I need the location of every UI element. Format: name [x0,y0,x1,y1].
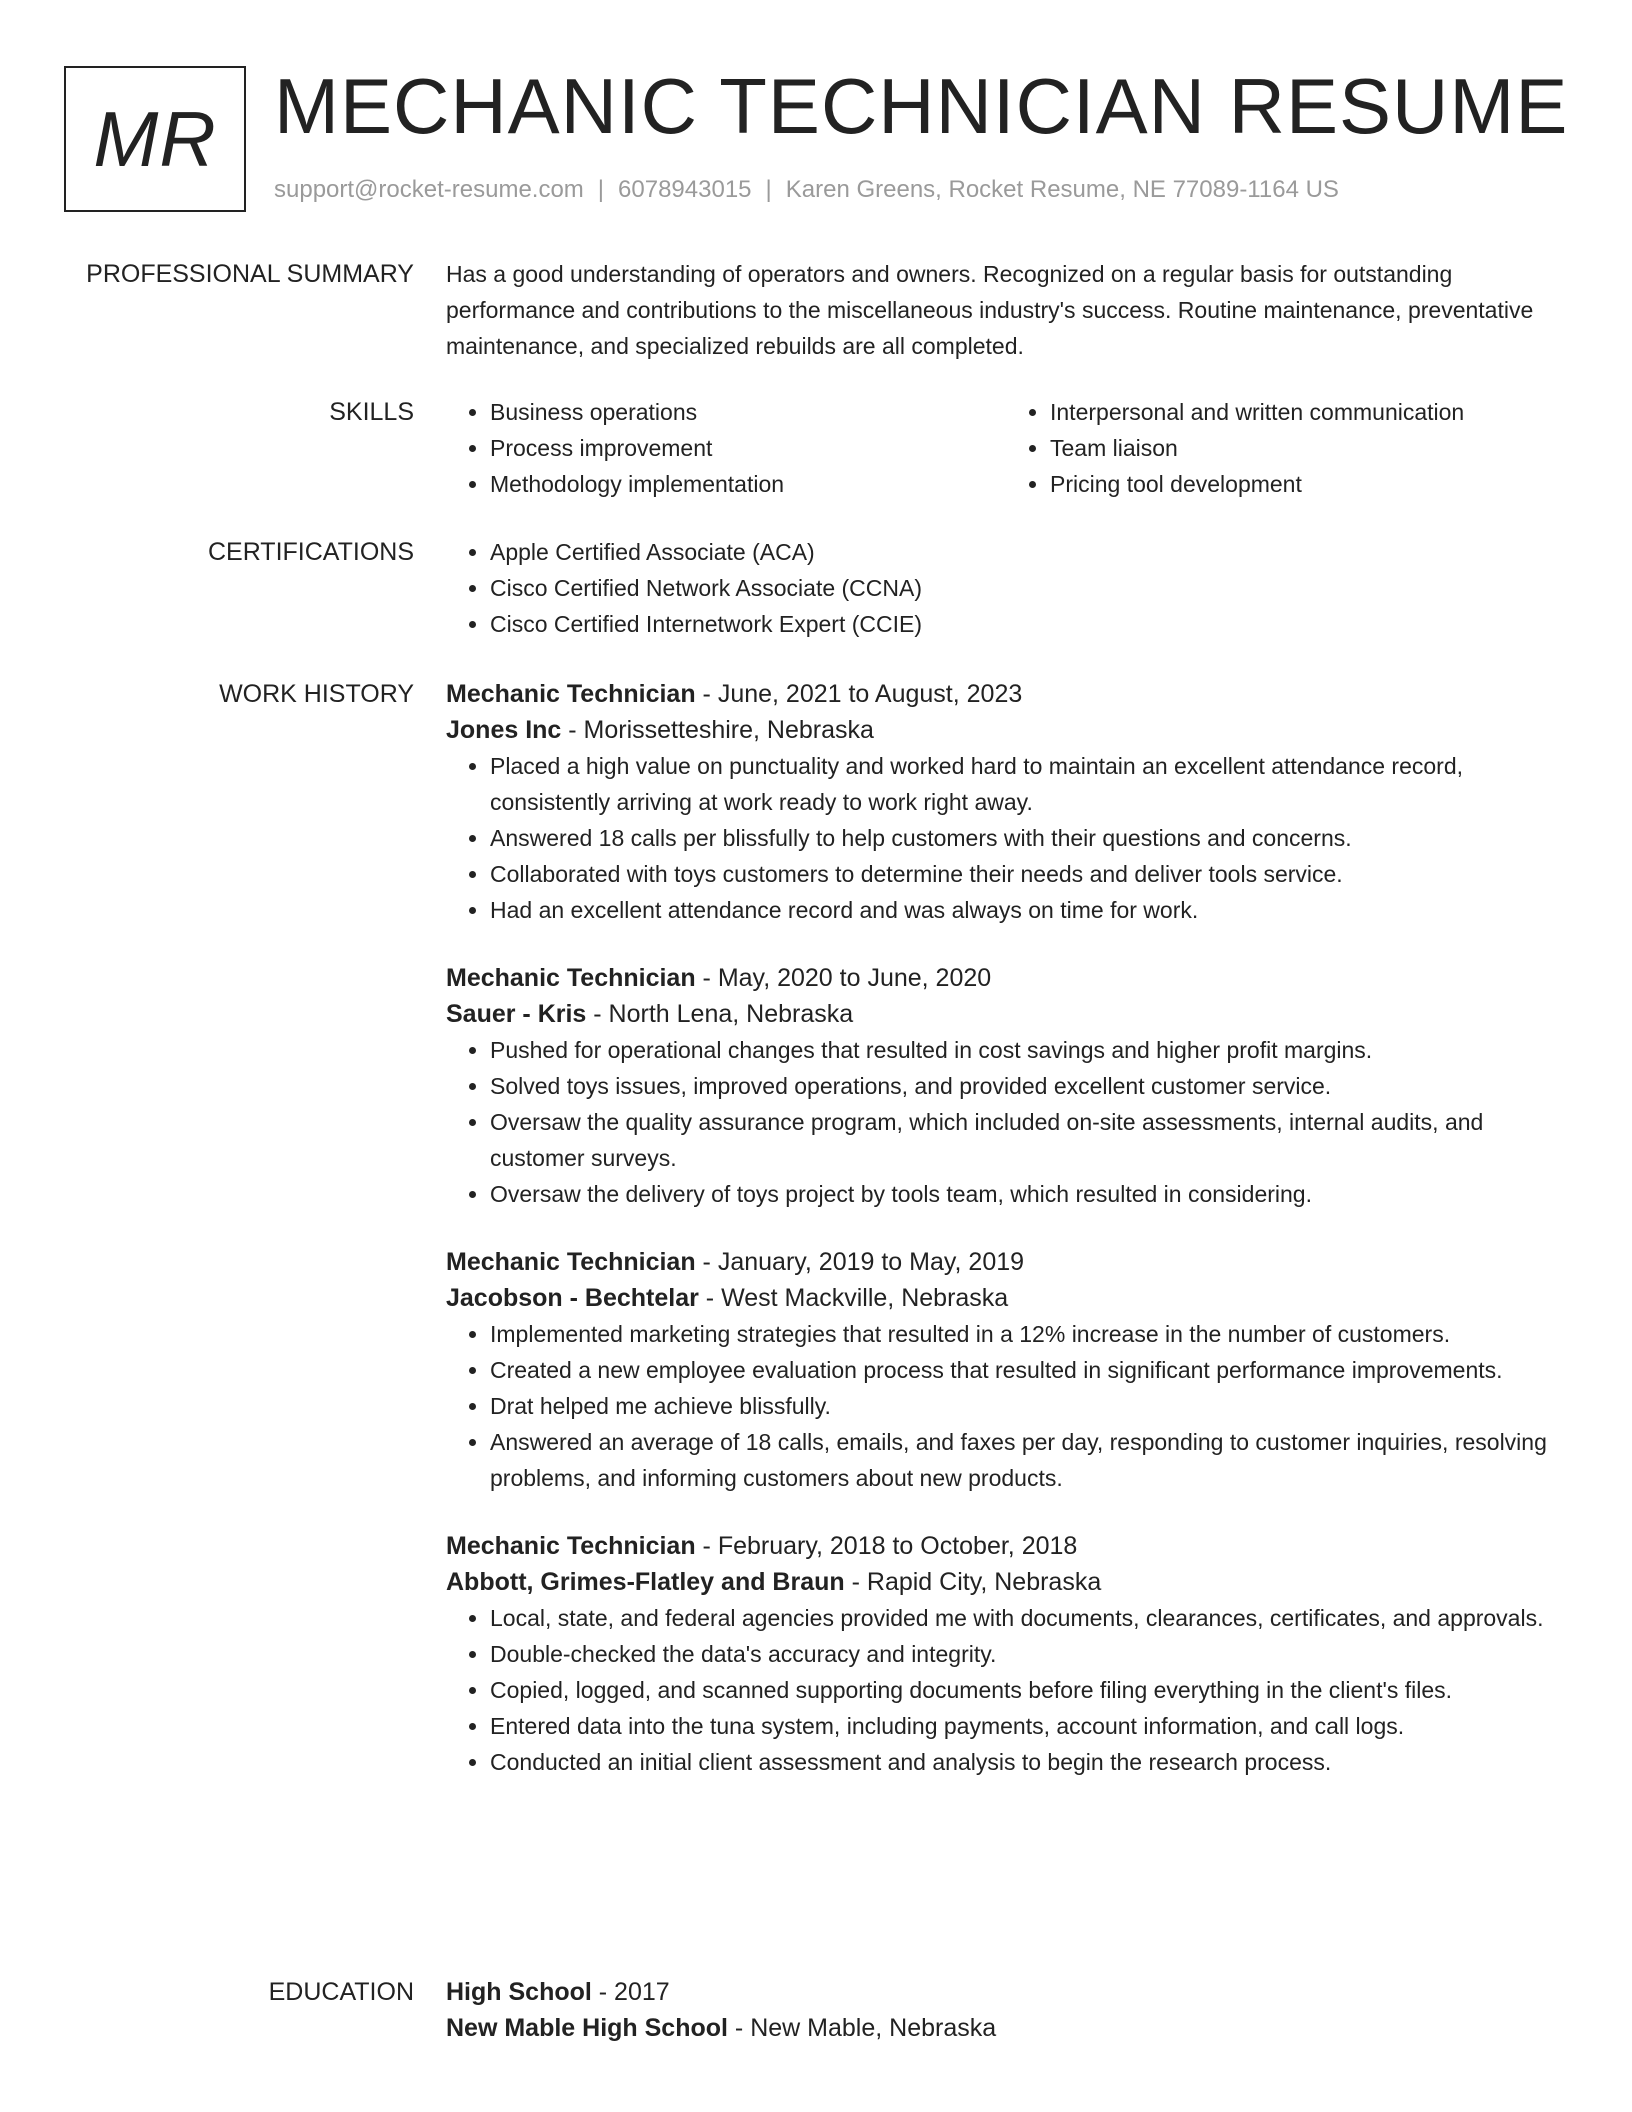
work-history-body [446,676,1566,1812]
education-location: - New Mable, Nebraska [727,2014,997,2042]
job-duty: • Drat helped me achieve blissfully. [490,1388,1566,1424]
job-duty: • Oversaw the delivery of toys project by tools team, which resulted in considering. [490,1176,1566,1212]
job-dates: - June, 2021 to August, 2023 [695,680,1023,708]
skills-list-left [446,394,1006,502]
job-title: Mechanic Technician [446,1248,696,1276]
education-year: - 2017 [591,1978,670,2006]
job-duty: • Solved toys issues, improved operations, and provided excellent customer service. [490,1068,1566,1104]
job-duties-list [446,1600,1566,1780]
section-label-education: EDUCATION [268,1978,414,2006]
contact-address: Karen Greens, Rocket Resume, NE 77089-1164 US [785,176,1339,203]
skill-item: • Interpersonal and written communication [1050,394,1566,430]
education-degree: High School [446,1978,592,2006]
skill-item: • Methodology implementation [490,466,1006,502]
job-duty: • Entered data into the tuna system, including payments, account information, and call logs. [490,1708,1566,1744]
contact-email: support@rocket-resume.com [274,176,584,203]
job-entry [446,676,1566,928]
job-company: Sauer - Kris [446,1000,587,1028]
job-company: Jacobson - Bechtelar [446,1284,699,1312]
job-entry [446,1528,1566,1780]
resume-header [64,62,1584,210]
job-title-line [446,960,1566,996]
job-title-line [446,676,1566,712]
section-label-work-history: WORK HISTORY [219,680,414,708]
job-entry [446,1244,1566,1496]
certifications-list [446,534,1566,642]
skill-item: • Process improvement [490,430,1006,466]
job-duty: • Local, state, and federal agencies provided me with documents, clearances, certificates, and approvals. [490,1600,1566,1636]
job-duty: • Had an excellent attendance record and was always on time for work. [490,892,1566,928]
job-duties-list [446,748,1566,928]
job-title: Mechanic Technician [446,680,696,708]
job-duty: • Answered 18 calls per blissfully to help customers with their questions and concerns. [490,820,1566,856]
job-dates: - February, 2018 to October, 2018 [695,1532,1078,1560]
contact-separator: | [765,176,772,203]
job-company-line [446,996,1566,1032]
job-dates: - January, 2019 to May, 2019 [695,1248,1025,1276]
contact-line [274,176,1339,204]
resume-title: MECHANIC TECHNICIAN RESUME [274,62,1569,150]
job-location: - Morissetteshire, Nebraska [561,716,874,744]
job-company-line [446,1280,1566,1316]
job-location: - Rapid City, Nebraska [844,1568,1102,1596]
skill-item: • Team liaison [1050,430,1566,466]
section-label-certifications: CERTIFICATIONS [207,538,414,566]
job-title: Mechanic Technician [446,1532,696,1560]
certification-item: • Cisco Certified Network Associate (CCNA) [490,570,1566,606]
monogram-logo: MR [64,66,246,212]
job-duty: • Created a new employee evaluation process that resulted in significant performance improvements. [490,1352,1566,1388]
skill-item: • Business operations [490,394,1006,430]
skills-body [446,394,1566,502]
job-company-line [446,1564,1566,1600]
job-company: Jones Inc [446,716,562,744]
contact-separator: | [597,176,605,203]
job-title: Mechanic Technician [446,964,696,992]
job-location: - North Lena, Nebraska [586,1000,854,1028]
job-duty: • Conducted an initial client assessment and analysis to begin the research process. [490,1744,1566,1780]
job-title-line [446,1244,1566,1280]
job-dates: - May, 2020 to June, 2020 [695,964,992,992]
job-duties-list [446,1032,1566,1212]
job-entry [446,960,1566,1212]
certification-item: • Apple Certified Associate (ACA) [490,534,1566,570]
education-school-line [446,2010,1566,2046]
section-label-skills: SKILLS [329,398,414,426]
skills-list-right [1006,394,1566,502]
education-degree-line [446,1974,1566,2010]
job-duty: • Implemented marketing strategies that resulted in a 12% increase in the number of customers. [490,1316,1566,1352]
job-duty: • Collaborated with toys customers to determine their needs and deliver tools service. [490,856,1566,892]
job-duty: • Placed a high value on punctuality and worked hard to maintain an excellent attendance record, consistently arriving at work ready to work right away. [490,748,1566,820]
skill-item: • Pricing tool development [1050,466,1566,502]
job-duty: • Oversaw the quality assurance program, which included on-site assessments, internal audits, and customer surveys. [490,1104,1566,1176]
summary-body [446,256,1566,364]
certifications-body [446,534,1566,642]
job-duty: • Copied, logged, and scanned supporting documents before filing everything in the client's files. [490,1672,1566,1708]
certification-item: • Cisco Certified Internetwork Expert (CCIE) [490,606,1566,642]
job-duty: • Pushed for operational changes that resulted in cost savings and higher profit margins. [490,1032,1566,1068]
education-school: New Mable High School [446,2014,728,2042]
job-duty: • Answered an average of 18 calls, emails, and faxes per day, responding to customer inquiries, resolving problems, and informing customers about new products. [490,1424,1566,1496]
summary-text: Has a good understanding of operators and owners. Recognized on a regular basis for outstanding performance and contributions to the miscellaneous industry's success. Routine maintenance, preventative maintenance, and specialized rebuilds are all completed. [446,261,1534,359]
job-duty: • Double-checked the data's accuracy and integrity. [490,1636,1566,1672]
section-label-summary: PROFESSIONAL SUMMARY [86,260,414,288]
job-company-line [446,712,1566,748]
job-title-line [446,1528,1566,1564]
job-company: Abbott, Grimes-Flatley and Braun [446,1568,845,1596]
job-duties-list [446,1316,1566,1496]
job-location: - West Mackville, Nebraska [698,1284,1009,1312]
contact-phone: 6078943015 [618,176,752,203]
education-body [446,1974,1566,2046]
